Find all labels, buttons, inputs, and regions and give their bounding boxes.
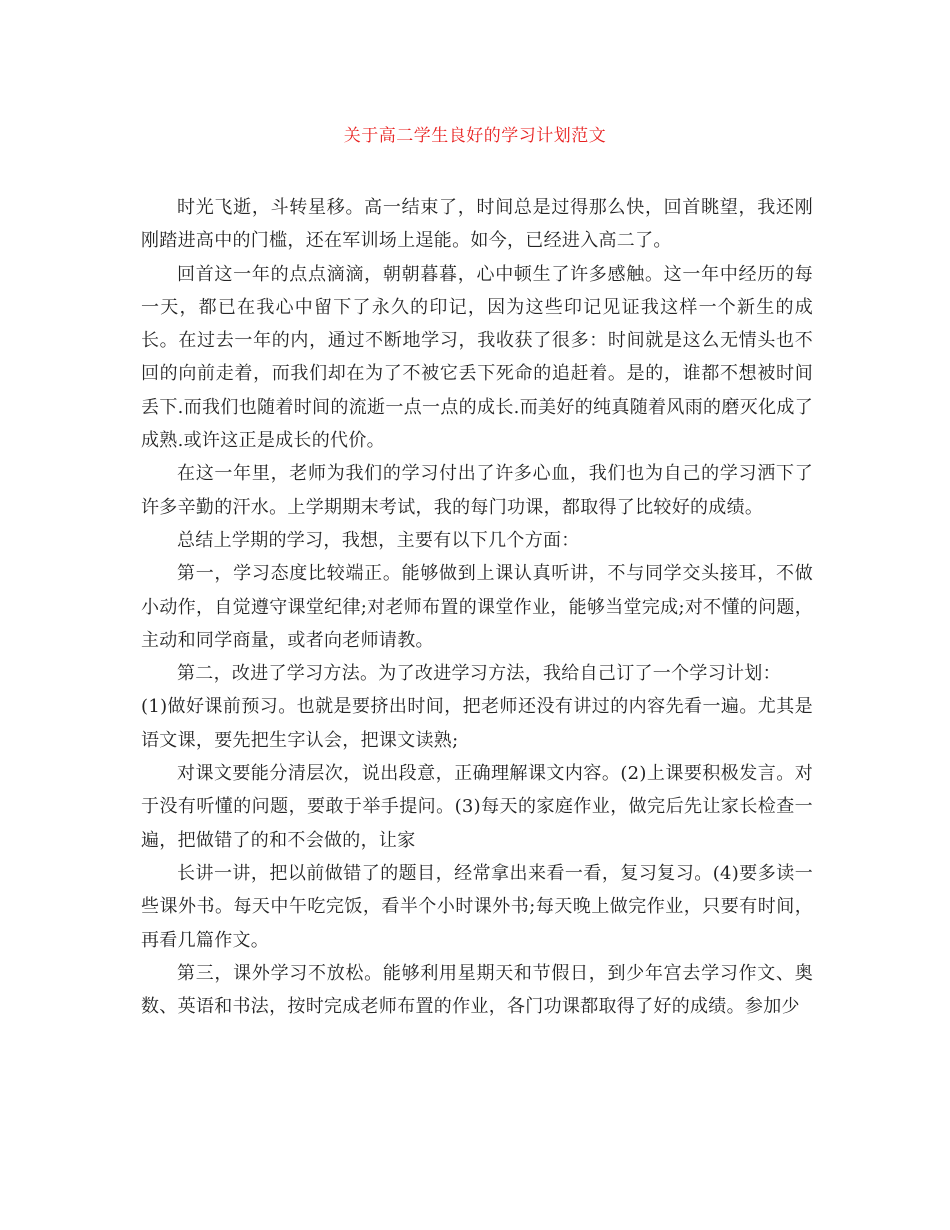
- paragraph-point-three: 第三，课外学习不放松。能够利用星期天和节假日，到少年宫去学习作文、奥数、英语和书法，按时完成老师布置的作业，各门功课都取得了好的成绩。参加少: [141, 962, 813, 1018]
- paragraph-plan-items-two-three: 对课文要能分清层次，说出段意，正确理解课文内容。(2)上课要积极发言。对于没有听懂的问题，要敢于举手提问。(3)每天的家庭作业，做完后先让家长检查一遍，把做错了的和不会做的，让家: [141, 763, 813, 851]
- paragraph-plan-item-four: 长讲一讲，把以前做错了的题目，经常拿出来看一看，复习复习。(4)要多读一些课外书。每天中午吃完饭，看半个小时课外书;每天晚上做完作业，只要有时间，再看几篇作文。: [141, 862, 813, 951]
- paragraph-intro: 时光飞逝，斗转星移。高一结束了，时间总是过得那么快，回首眺望，我还刚刚踏进高中的门槛，还在军训场上逞能。如今，已经进入高二了。: [141, 197, 813, 252]
- paragraph-summary-intro: 总结上学期的学习，我想，主要有以下几个方面：: [177, 529, 580, 551]
- paragraph-plan-item-one: (1)做好课前预习。也就是要挤出时间，把老师还没有讲过的内容先看一遍。尤其是语文课，要先把生字认会，把课文读熟;: [141, 696, 813, 751]
- paragraph-reflection: 回首这一年的点点滴滴，朝朝暮暮，心中顿生了许多感触。这一年中经历的每一天，都已在我心中留下了永久的印记，因为这些印记见证我这样一个新生的成长。在过去一年的内，通过不断地学习，我收获了很多：时间就是这么无情头也不回的向前走着，而我们却在为了不被它丢下死命的追赶着。是的，谁都不想被时间丢下.而我们也随着时间的流逝一点一点的成长.而美好的纯真随着风雨的磨灭化成了成熟.或许这正是成长的代价。: [141, 263, 813, 452]
- paragraph-effort: 在这一年里，老师为我们的学习付出了许多心血，我们也为自己的学习洒下了许多辛勤的汗水。上学期期末考试，我的每门功课，都取得了比较好的成绩。: [141, 463, 813, 518]
- paragraph-point-one: 第一，学习态度比较端正。能够做到上课认真听讲，不与同学交头接耳，不做小动作，自觉遵守课堂纪律;对老师布置的课堂作业，能够当堂完成;对不懂的问题，主动和同学商量，或者向老师请教。: [141, 563, 813, 651]
- paragraph-point-two: 第二，改进了学习方法。为了改进学习方法，我给自己订了一个学习计划：: [177, 663, 781, 685]
- document-body: [141, 191, 813, 1023]
- document-title: 关于高二学生良好的学习计划范文: [343, 126, 607, 146]
